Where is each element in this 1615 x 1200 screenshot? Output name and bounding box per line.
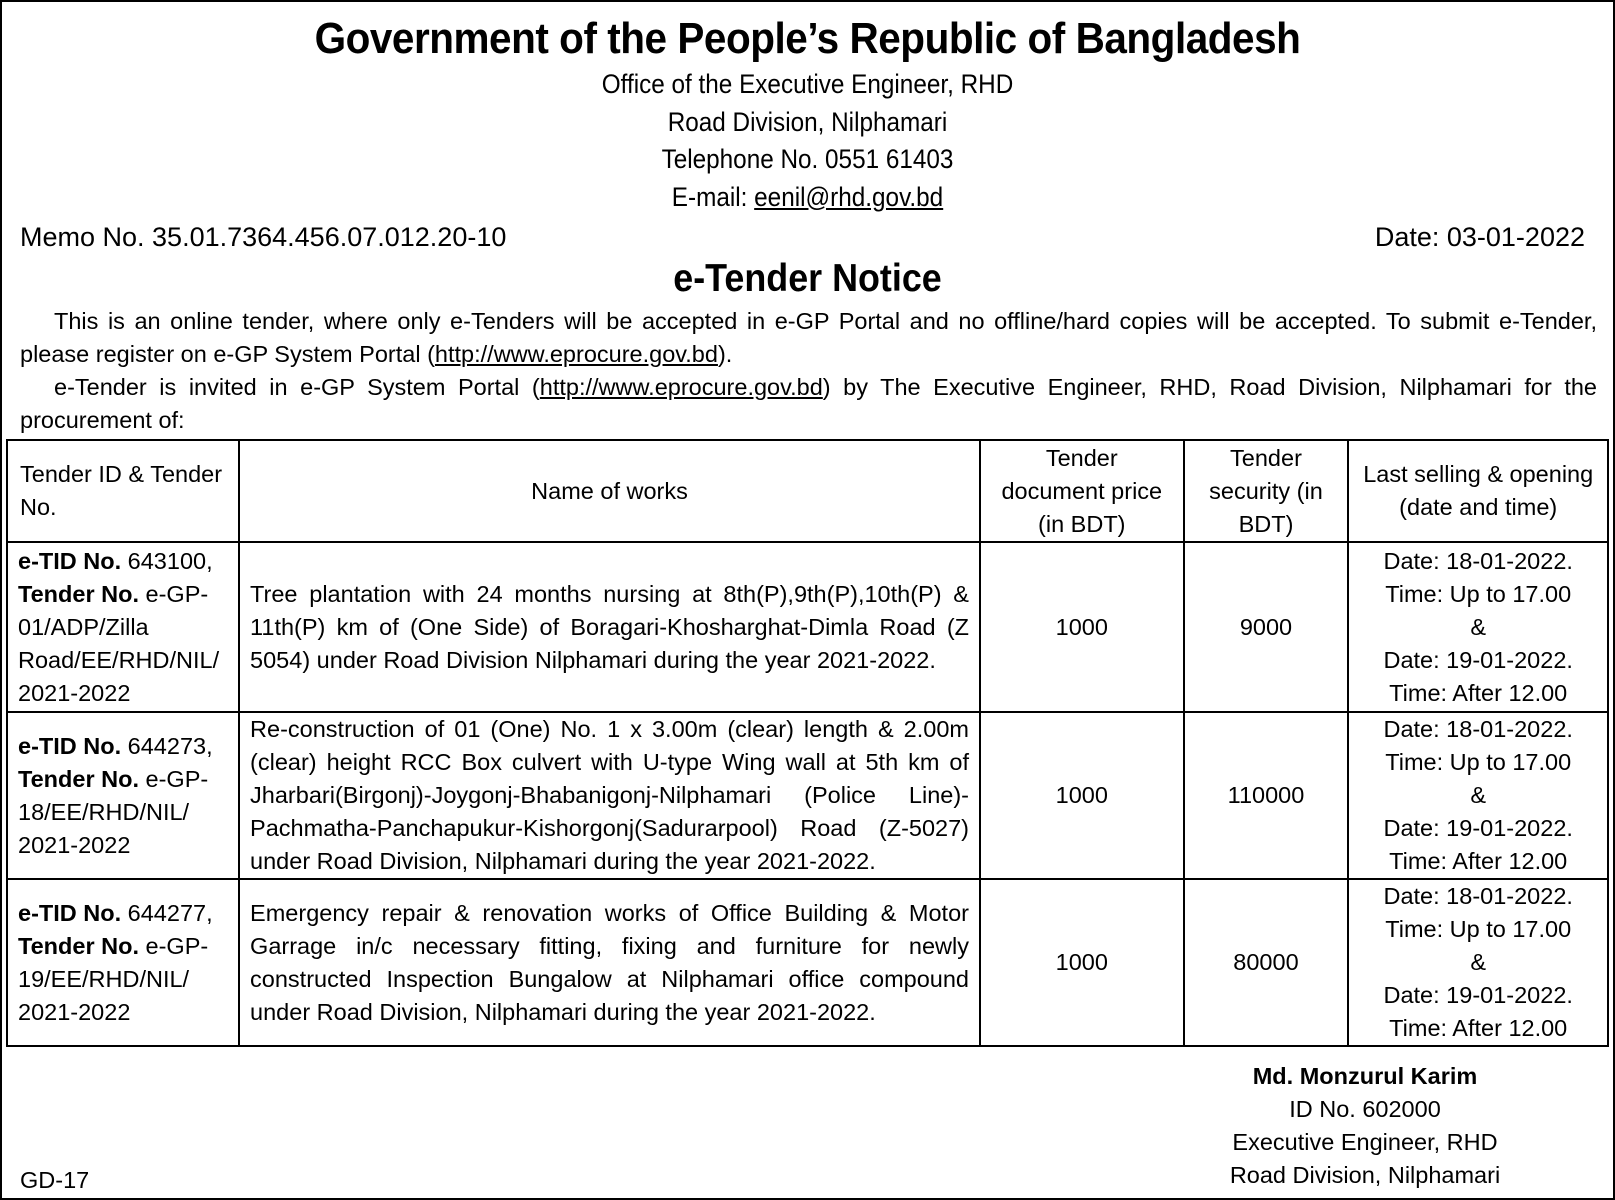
tender-no-value: e-GP-19/EE/RHD/NIL/ 2021-2022 <box>18 932 209 1025</box>
ampersand: & <box>1470 782 1487 808</box>
table-row <box>7 542 1608 712</box>
memo-number: Memo No. 35.01.7364.456.07.012.20-10 <box>20 222 507 252</box>
memo-row <box>20 220 1585 254</box>
document-price: 1000 <box>980 542 1184 712</box>
header-selling-opening: Last selling & opening (date and time) <box>1348 440 1608 542</box>
table-header-row <box>7 440 1608 542</box>
email-line <box>83 179 1533 217</box>
tender-id-cell <box>7 712 239 879</box>
work-description: Re-construction of 01 (One) No. 1 x 3.00m (clear) length & 2.00m (clear) height RCC Box culvert with U-type Wing wall at 5th km of Jharbari(Birgonj)-Joygonj-Bhabanigonj-Nilphamari (Police Line)-Pachmatha-Panchapukur-Kishorgonj(Sadurarpool) Road (Z-5027) under Road Division, Nilphamari during the year 2021-2022. <box>239 712 980 879</box>
selling-opening-cell <box>1348 879 1608 1046</box>
signatory-designation: Executive Engineer, RHD <box>1232 1129 1498 1155</box>
telephone: Telephone No. 0551 61403 <box>661 144 954 174</box>
tender-security: 9000 <box>1184 542 1349 712</box>
etid-value: 643100, <box>127 547 213 574</box>
office-name: Office of the Executive Engineer, RHD <box>601 69 1014 99</box>
tender-no-value: e-GP-01/ADP/Zilla Road/EE/RHD/NIL/ 2021-2022 <box>18 580 220 706</box>
government-title: Government of the People’s Republic of Bangladesh <box>314 14 1301 63</box>
email-label: E-mail: <box>671 181 748 212</box>
eprocure-link-1[interactable]: http://www.eprocure.gov.bd <box>434 341 718 367</box>
selling-date: Date: 18-01-2022. <box>1383 547 1573 574</box>
work-description: Emergency repair & renovation works of Office Building & Motor Garrage in/c necessary fitting, fixing and furniture for newly constructed Inspection Bungalow at Nilphamari office compound under Road Division, Nilphamari during the year 2021-2022. <box>239 879 980 1046</box>
etid-label: e-TID No. <box>18 547 122 574</box>
email-link[interactable]: eenil@rhd.gov.bd <box>754 181 944 212</box>
header-tender-security: Tender security (in BDT) <box>1184 440 1349 542</box>
opening-date: Date: 19-01-2022. <box>1383 982 1573 1008</box>
tender-table <box>6 439 1609 1047</box>
selling-time: Time: Up to 17.00 <box>1385 749 1572 775</box>
etid-label: e-TID No. <box>18 732 122 759</box>
intro-paragraph-2 <box>20 371 1597 437</box>
selling-opening-cell <box>1348 542 1608 712</box>
table-row <box>7 712 1608 879</box>
selling-date: Date: 18-01-2022. <box>1383 716 1573 742</box>
division-name: Road Division, Nilphamari <box>667 106 948 137</box>
selling-date: Date: 18-01-2022. <box>1383 883 1573 909</box>
notice-date: Date: 03-01-2022 <box>1374 222 1585 252</box>
signatory-office: Road Division, Nilphamari <box>1229 1162 1501 1188</box>
etid-value: 644277, <box>127 899 213 926</box>
ampersand: & <box>1470 949 1487 975</box>
intro-p1-text: This is an online tender, where only e-Tenders will be accepted in e-GP Portal and no offline/hard copies will be accepted. To submit e-Tender, please register on e-GP System Portal ( <box>20 308 1597 367</box>
intro-text <box>20 305 1597 437</box>
eprocure-link-2[interactable]: http://www.eprocure.gov.bd <box>539 374 823 400</box>
intro-paragraph-1 <box>20 305 1597 371</box>
notice-title: e-Tender Notice <box>673 257 942 300</box>
table-row <box>7 879 1608 1046</box>
work-description: Tree plantation with 24 months nursing at 8th(P),9th(P),10th(P) & 11th(P) km of (One Side) of Boragari-Khosharghat-Dimla Road (Z 5054) under Road Division Nilphamari during the year 2021-2022. <box>239 542 980 712</box>
tender-no-label: Tender No. <box>18 765 139 792</box>
etid-value: 644273, <box>127 732 213 759</box>
opening-time: Time: After 12.00 <box>1389 1015 1568 1041</box>
document-price: 1000 <box>980 712 1184 879</box>
tender-id-cell <box>7 542 239 712</box>
signatory-name: Md. Monzurul Karim <box>1252 1063 1478 1089</box>
footer-code: GD-17 <box>20 1167 90 1193</box>
intro-p1-end: ). <box>717 341 733 367</box>
document-price: 1000 <box>980 879 1184 1046</box>
opening-time: Time: After 12.00 <box>1389 848 1568 874</box>
letterhead <box>2 12 1613 216</box>
header-tender-id: Tender ID & Tender No. <box>7 440 239 542</box>
header-document-price: Tender document price (in BDT) <box>980 440 1184 542</box>
opening-date: Date: 19-01-2022. <box>1383 646 1573 673</box>
tender-no-label: Tender No. <box>18 932 139 959</box>
selling-time: Time: Up to 17.00 <box>1385 580 1572 607</box>
tender-no-value: e-GP-18/EE/RHD/NIL/ 2021-2022 <box>18 765 209 858</box>
tender-security: 80000 <box>1184 879 1349 1046</box>
opening-time: Time: After 12.00 <box>1389 679 1568 706</box>
intro-p2-end: ) by The Executive Engineer, RHD, Road Division, Nilphamari for the procurement of: <box>20 374 1597 433</box>
ampersand: & <box>1470 613 1487 640</box>
selling-time: Time: Up to 17.00 <box>1385 916 1572 942</box>
tender-no-label: Tender No. <box>18 580 139 607</box>
etid-label: e-TID No. <box>18 899 122 926</box>
tender-id-cell <box>7 879 239 1046</box>
selling-opening-cell <box>1348 712 1608 879</box>
header-name-of-works: Name of works <box>239 440 980 542</box>
signature-block <box>1215 1060 1515 1192</box>
intro-p2-text: e-Tender is invited in e-GP System Portal ( <box>54 374 540 400</box>
opening-date: Date: 19-01-2022. <box>1383 815 1573 841</box>
tender-security: 110000 <box>1184 712 1349 879</box>
signatory-id: ID No. 602000 <box>1289 1096 1441 1122</box>
